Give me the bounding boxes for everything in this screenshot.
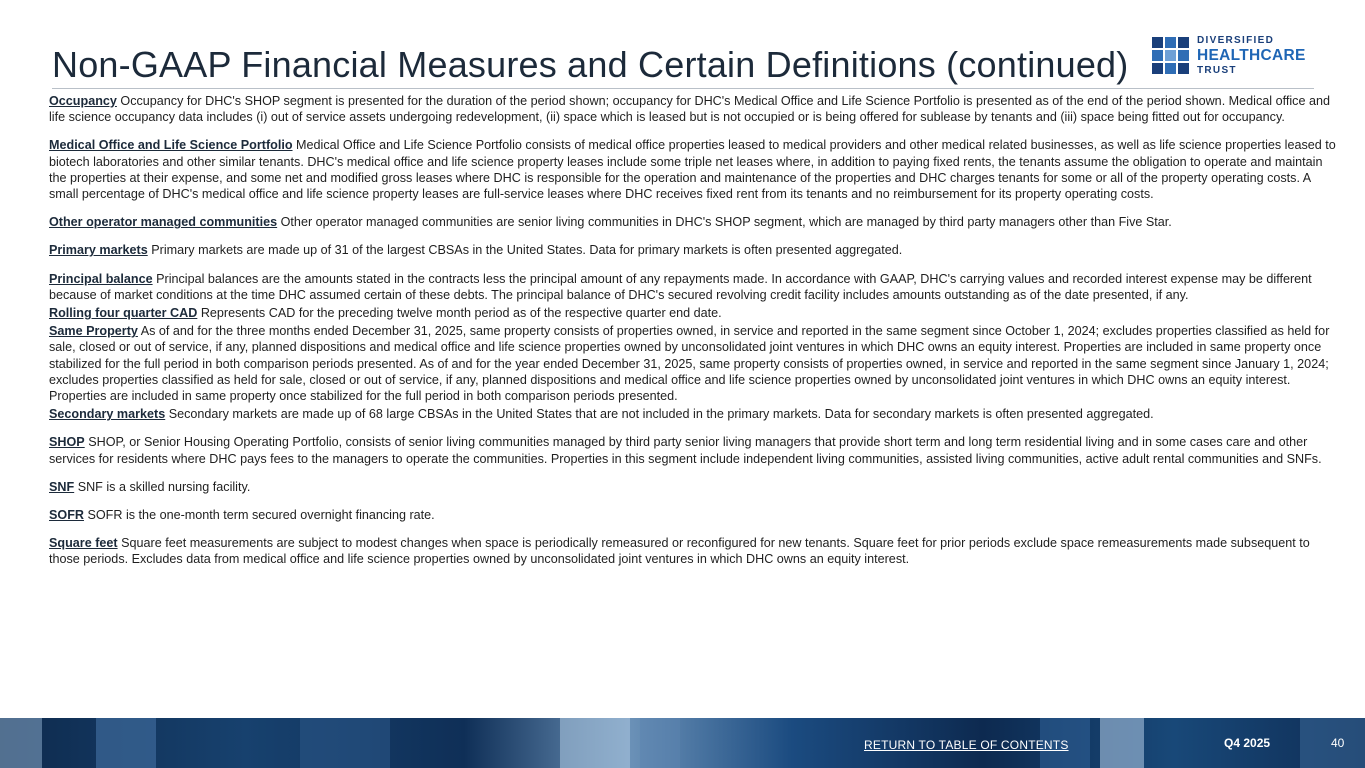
page-title: Non-GAAP Financial Measures and Certain Definitions (continued) [52, 44, 1129, 85]
definition-term: SNF [49, 479, 75, 494]
definition-term: Other operator managed communities [49, 215, 278, 230]
footer-decor [1100, 718, 1144, 768]
footer-decor [96, 718, 156, 768]
definition-square-feet [49, 535, 1341, 567]
company-logo [1152, 36, 1322, 76]
logo-square [1165, 50, 1176, 61]
definition-medical-office [49, 137, 1341, 202]
logo-wordmark [1197, 36, 1306, 76]
logo-mark-icon [1152, 37, 1190, 75]
footer-banner [0, 718, 1365, 768]
definition-term: Square feet [49, 536, 118, 551]
footer-decor [560, 718, 630, 768]
logo-square [1178, 50, 1189, 61]
logo-line-2: HEALTHCARE [1197, 47, 1306, 64]
definition-text: Other operator managed communities are senior living communities in DHC's SHOP segment, which are managed by third party managers other than Five Star. [280, 215, 1172, 230]
definition-text: SHOP, or Senior Housing Operating Portfolio, consists of senior living communities managed by third party senior living managers that provide short term and long term residential living and in some cases care and other services for residents where DHC pays fees to the managers to operate the communities. Properties in this segment include independent living communities, assisted living communities, active adult rental communities and SNFs. [49, 435, 1322, 466]
definitions-list [49, 93, 1341, 580]
definition-text: SNF is a skilled nursing facility. [77, 479, 251, 494]
logo-line-1: DIVERSIFIED [1197, 35, 1275, 46]
definition-text: Principal balances are the amounts stated in the contracts less the principal amount of any repayments made. In accordance with GAAP, DHC's carrying values and recorded interest expense may be different because of market conditions at the time DHC assumed certain of these debts. The principal balance of DHC's secured revolving credit facility includes amounts outstanding as of the date presented, if any. [49, 271, 1312, 302]
definition-rolling-cad [49, 305, 1341, 321]
definition-term: Principal balance [49, 271, 153, 286]
definition-secondary-markets [49, 406, 1341, 422]
logo-square [1178, 63, 1189, 74]
page-number: 40 [1331, 736, 1345, 750]
definition-term: Rolling four quarter CAD [49, 306, 198, 321]
definition-same-property [49, 323, 1341, 404]
definition-text: Secondary markets are made up of 68 large CBSAs in the United States that are not included in the primary markets. Data for secondary markets is often presented aggregated. [168, 407, 1154, 422]
logo-square [1165, 37, 1176, 48]
logo-square [1152, 63, 1163, 74]
definition-term: Medical Office and Life Science Portfolio [49, 138, 293, 153]
logo-square [1152, 50, 1163, 61]
definition-text: As of and for the three months ended December 31, 2025, same property consists of properties owned, in service and reported in the same segment since October 1, 2024; excludes properties classified as held for sale, closed or out of service, if any, planned dispositions and medical office and life science properties owned by unconsolidated joint ventures in which DHC owns an equity interest. Properties are included in same property once stabilized for the full period in both comparison periods presented. As of and for the year ended December 31, 2025, same property consists of properties owned, in service and reported in the same segment since January 1, 2024; excludes properties classified as held for sale, closed or out of service, if any, planned dispositions and medical office and life science properties owned by unconsolidated joint ventures in which DHC owns an equity interest. Properties are included in same property once stabilized for the full period in both comparison periods presented. [49, 324, 1330, 404]
definition-shop [49, 434, 1341, 466]
return-to-toc-link[interactable]: RETURN TO TABLE OF CONTENTS [864, 738, 1069, 752]
definition-other-operator [49, 214, 1341, 230]
definition-text: Primary markets are made up of 31 of the largest CBSAs in the United States. Data for primary markets is often presented aggregated. [151, 243, 903, 258]
logo-square [1165, 63, 1176, 74]
definition-primary-markets [49, 242, 1341, 258]
definition-term: SHOP [49, 435, 85, 450]
footer-decor [640, 718, 680, 768]
logo-square [1152, 37, 1163, 48]
footer-decor [0, 718, 42, 768]
definition-term: Same Property [49, 324, 138, 339]
footer-quarter-label: Q4 2025 [1224, 736, 1271, 750]
definition-sofr [49, 507, 1341, 523]
definition-snf [49, 479, 1341, 495]
definition-term: Occupancy [49, 94, 117, 108]
definition-term: SOFR [49, 508, 84, 523]
logo-line-3: TRUST [1197, 64, 1237, 76]
logo-square [1178, 37, 1189, 48]
definition-text: Represents CAD for the preceding twelve month period as of the respective quarter end date. [200, 306, 722, 321]
definition-principal-balance [49, 271, 1341, 303]
definition-text: Medical Office and Life Science Portfolio consists of medical office properties leased to medical providers and other medical related businesses, as well as life science properties leased to biotech laboratories and other similar tenants. DHC's medical office and life science property leases include some triple net leases where, in addition to paying fixed rents, the tenants assume the obligation to operate and maintain the properties at their expense, and some net and modified gross leases where DHC is responsible for the operation and maintenance of the properties and DHC charges tenants for some or all of the property operating costs. A small percentage of DHC's medical office and life science property leases are full-service leases where DHC receives fixed rent from its tenants and no reimbursement for its property operating costs. [49, 138, 1336, 202]
definition-text: Occupancy for DHC's SHOP segment is presented for the duration of the period shown; occupancy for DHC's Medical Office and Life Science Portfolio is presented as of the end of the period shown. Medical office and life science occupancy data includes (i) out of service assets undergoing redevelopment, (ii) space which is leased but is not occupied or is being offered for sublease by tenants and (iii) space being fitted out for occupancy. [49, 94, 1330, 125]
definition-term: Secondary markets [49, 407, 166, 422]
title-divider [52, 88, 1314, 89]
definition-term: Primary markets [49, 243, 148, 258]
definition-occupancy [49, 93, 1341, 125]
footer-decor [300, 718, 390, 768]
definition-text: SOFR is the one-month term secured overnight financing rate. [87, 508, 435, 523]
definition-text: Square feet measurements are subject to modest changes when space is periodically remeasured or reconfigured for new tenants. Square feet for prior periods exclude space remeasurements made subsequent to those periods. Excludes data from medical office and life science properties owned by unconsolidated joint ventures in which DHC owns an equity interest. [49, 536, 1310, 567]
